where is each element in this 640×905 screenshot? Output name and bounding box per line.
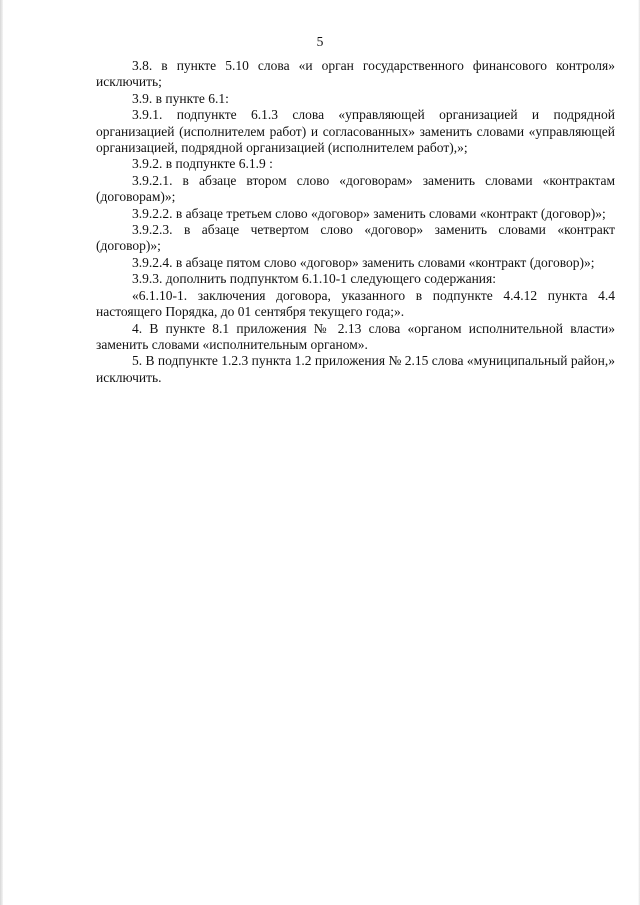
page-number: 5	[316, 34, 324, 49]
scan-left-edge	[0, 0, 3, 905]
paragraph-3-9: 3.9. в пункте 6.1:	[132, 90, 229, 106]
paragraph-3-9-2-1: 3.9.2.1. в абзаце втором слово «договорам» заменить словами «контрактам (договорам)»;	[96, 172, 615, 205]
paragraph-3-9-2-3: 3.9.2.3. в абзаце четвертом слово «договор» заменить словами «контракт (договор)»;	[96, 222, 615, 254]
paragraph-3-9-1: 3.9.1. подпункте 6.1.3 слова «управляющей организацией и подрядной организацией (исполнителем работ) и согласованных» заменить словами «управляющей организацией, подрядной организацией (исполнителем работ),»;	[96, 107, 615, 156]
paragraph-5: 5. В подпункте 1.2.3 пункта 1.2 приложения № 2.15 слова «муниципальный район,» исключить.	[96, 353, 615, 385]
paragraph-6-1-10-1-quote: «6.1.10-1. заключения договора, указанного в подпункте 4.4.12 пункта 4.4 настоящего Порядка, до 01 сентября текущего года;».	[96, 287, 615, 320]
paragraph-3-9-2-2: 3.9.2.2. в абзаце третьем слово «договор» заменить словами «контракт (договор)»;	[132, 205, 606, 221]
document-body	[96, 58, 615, 386]
paragraph-3-9-3: 3.9.3. дополнить подпунктом 6.1.10-1 следующего содержания:	[132, 271, 496, 287]
paragraph-3-9-2-4: 3.9.2.4. в абзаце пятом слово «договор» заменить словами «контракт (договор)»;	[132, 254, 595, 270]
paragraph-3-9-2: 3.9.2. в подпункте 6.1.9 :	[132, 156, 273, 172]
paragraph-4: 4. В пункте 8.1 приложения № 2.13 слова «органом исполнительной власти» заменить словами «исполнительным органом».	[96, 320, 615, 352]
paragraph-3-8: 3.8. в пункте 5.10 слова «и орган государственного финансового контроля» исключить;	[96, 58, 615, 90]
